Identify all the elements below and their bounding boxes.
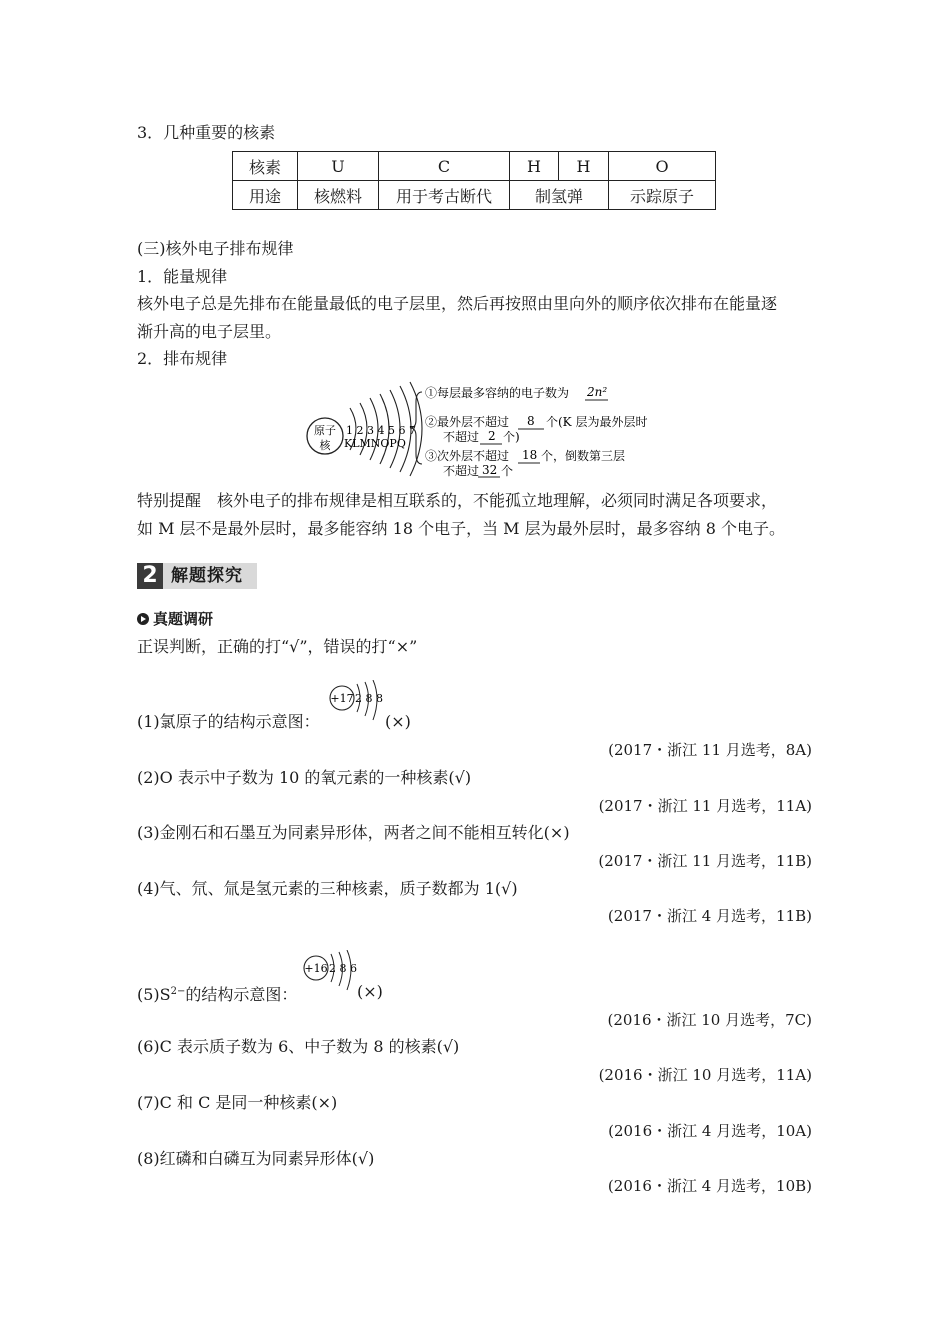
rule2-value: 8 <box>527 414 535 428</box>
atom-shells: 2 8 6 <box>329 962 357 975</box>
question-6: (6)C 表示质子数为 6、中子数为 8 的核素(√) <box>137 1037 460 1056</box>
question-5: $(5)S^{2-}$的结构示意图： <box>137 985 298 1004</box>
question-5-mark: (×) <box>357 982 383 1001</box>
question-2: (2)O 表示中子数为 10 的氧元素的一种核素(√) <box>137 768 472 787</box>
rule-heading: 1．能量规律 <box>137 267 228 286</box>
question-source: (2016・浙江 4 月选考，10B) <box>607 1177 812 1195</box>
question-source: (2017・浙江 11 月选考，11B) <box>598 852 812 870</box>
chlorine-atom-diagram <box>326 680 386 730</box>
brace-icon <box>410 392 422 464</box>
table-cell: H <box>559 152 609 181</box>
play-bullet-icon <box>137 613 149 625</box>
table-row <box>233 181 716 210</box>
question-7: (7)C 和 C 是同一种核素(×) <box>137 1093 338 1112</box>
question-source: (2017・浙江 4 月选考，11B) <box>607 907 812 925</box>
question-1: (1)氯原子的结构示意图： <box>137 712 320 731</box>
rule2-text: 不超过 <box>443 430 480 444</box>
question-4: (4)气、氘、氚是氢元素的三种核素，质子数都为 1(√) <box>137 879 518 898</box>
banner-title: 解题探究 <box>171 566 243 586</box>
rule1-value: 2n² <box>587 385 608 399</box>
part-heading: (三)核外电子排布规律 <box>137 239 294 258</box>
table-cell: 用于考古断代 <box>379 181 510 210</box>
rule2-text: 个(K 层为最外层时 <box>546 415 648 429</box>
rule3-value: 18 <box>522 448 538 462</box>
table-cell: O <box>609 152 716 181</box>
rule3-text: 个，倒数第三层 <box>541 449 626 463</box>
paragraph-line: 如 M 层不是最外层时，最多能容纳 18 个电子，当 M 层为最外层时，最多容纳 8 个电子。 <box>137 519 785 538</box>
table-cell: 制氢弹 <box>510 181 609 210</box>
sulfur-ion-diagram <box>300 950 360 1000</box>
banner-number: 2 <box>137 563 163 589</box>
question-8: (8)红磷和白磷互为同素异形体(√) <box>137 1149 375 1168</box>
paragraph-line: 核外电子总是先排布在能量最低的电子层里，然后再按照由里向外的顺序依次排布在能量逐 <box>137 294 778 313</box>
question-3: (3)金刚石和石墨互为同素异形体，两者之间不能相互转化(×) <box>137 823 570 842</box>
electron-shell-diagram <box>300 378 660 478</box>
atom-nucleus: +16 <box>304 962 328 975</box>
section-banner <box>137 563 257 589</box>
rule2-text: 个) <box>503 430 520 444</box>
table-cell: H <box>510 152 559 181</box>
nucleus-label: 原子 <box>314 424 336 437</box>
subsection-heading: 真题调研 <box>137 608 213 629</box>
rule3-value: 32 <box>482 463 498 477</box>
rule1-text: ①每层最多容纳的电子数为 <box>425 386 570 400</box>
table-cell: 核燃料 <box>298 181 379 210</box>
table-row <box>233 152 716 181</box>
section-heading: 3．几种重要的核素 <box>137 123 276 142</box>
layer-letters: KLMNOPQ <box>344 437 406 450</box>
question-1-mark: (×) <box>385 712 411 731</box>
atom-nucleus: +17 <box>330 692 354 705</box>
table-cell: 示踪原子 <box>609 181 716 210</box>
rule-heading: 2．排布规律 <box>137 349 228 368</box>
rule3-text: 不超过 <box>443 464 480 478</box>
rule2-value: 2 <box>488 429 496 443</box>
paragraph-line: 特别提醒 核外电子的排布规律是相互联系的，不能孤立地理解，必须同时满足各项要求， <box>137 491 778 510</box>
paragraph-line: 渐升高的电子层里。 <box>137 322 282 341</box>
question-source: (2016・浙江 10 月选考，7C) <box>607 1011 812 1029</box>
nucleus-label: 核 <box>319 439 331 452</box>
nuclide-table <box>232 151 716 210</box>
question-source: (2016・浙江 10 月选考，11A) <box>598 1066 812 1084</box>
table-cell: 核素 <box>233 152 298 181</box>
table-cell: 用途 <box>233 181 298 210</box>
table-cell: C <box>379 152 510 181</box>
question-source: (2016・浙江 4 月选考，10A) <box>608 1122 812 1140</box>
layer-numbers: 1 2 3 4 5 6 7 <box>346 424 416 437</box>
rule2-text: ②最外层不超过 <box>425 415 510 429</box>
question-source: (2017・浙江 11 月选考，8A) <box>608 741 812 759</box>
rule3-text: 个 <box>501 464 514 478</box>
question-source: (2017・浙江 11 月选考，11A) <box>598 797 812 815</box>
table-cell: U <box>298 152 379 181</box>
instruction: 正误判断，正确的打“√”，错误的打“×” <box>137 637 418 656</box>
atom-shells: 2 8 8 <box>355 692 383 705</box>
rule3-text: ③次外层不超过 <box>425 449 510 463</box>
